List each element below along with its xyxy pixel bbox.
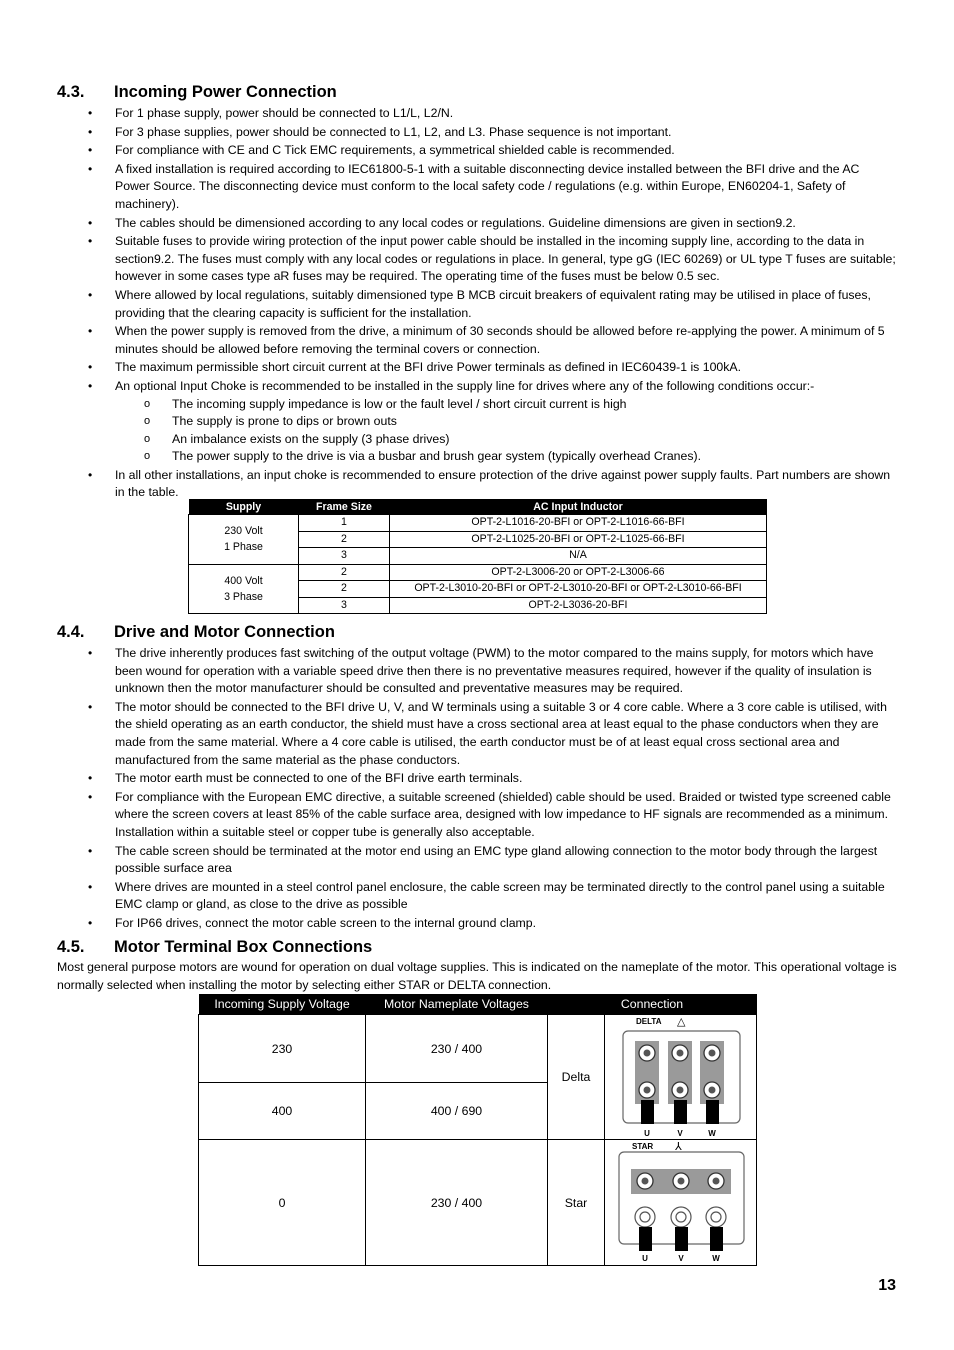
terminal-intro-paragraph: Most general purpose motors are wound for operation on dual voltage supplies. This is indicated on the nameplate of the motor. This operational voltage is normally selected when installing the motor by selecting either STAR or DELTA connection. <box>57 960 897 992</box>
list-item: • In all other installations, an input choke is recommended to ensure protection of the drive against power supply faults. Part numbers are shown in the table. <box>88 467 896 502</box>
list-item: • The cable screen should be terminated at the motor end using an EMC type gland allowing connection to the motor body through the largest possible surface area <box>88 843 896 878</box>
inductor-cell: OPT-2-L3010-20-BFI or OPT-2-L3010-20-BFI or OPT-2-L3010-66-BFI <box>390 581 767 598</box>
supply-phase: 1 Phase <box>224 541 263 554</box>
nameplate-voltage-cell: 400 / 690 <box>366 1083 548 1140</box>
cable-v <box>675 1227 688 1251</box>
column-header-connection: Connection <box>548 994 757 1015</box>
delta-connection-diagram <box>605 1015 755 1139</box>
cable-u <box>641 1100 654 1124</box>
frame-size-cell: 3 <box>299 548 390 565</box>
list-item: • The drive inherently produces fast switching of the output voltage (PWM) to the motor compared to the mains supply, for motors which have been wound for operation with a variable speed drive then there is no preventative measures required, however if the quality of insulation is unknown then the motor manufacturer should be consulted and preventative measures may be required. <box>88 645 896 698</box>
cable-v <box>674 1100 687 1124</box>
list-item: • A fixed installation is required according to IEC61800-5-1 with a suitable disconnecting device installed between the BFI drive and the AC Power Source. The disconnecting device must conform to the local safety code / regulations (e.g. within Europe, EN60204-1, Safety of machinery). <box>88 161 896 214</box>
section-heading-4-3 <box>57 82 337 102</box>
column-header-frame-size: Frame Size <box>299 499 390 515</box>
sub-list-item: o The incoming supply impedance is low or the fault level / short circuit current is high <box>115 396 896 414</box>
section-heading-4-4 <box>57 622 335 642</box>
list-item: • For IP66 drives, connect the motor cable screen to the internal ground clamp. <box>88 915 896 933</box>
frame-size-cell: 2 <box>299 581 390 598</box>
terminal-label-u: U <box>642 1254 648 1263</box>
list-item: • For 3 phase supplies, power should be connected to L1, L2, and L3. Phase sequence is not important. <box>88 124 896 142</box>
nameplate-voltage-cell: 230 / 400 <box>366 1140 548 1266</box>
supply-voltage-cell: 230 <box>199 1015 366 1083</box>
list-item: • The cables should be dimensioned according to any local codes or regulations. Guideline dimensions are given in section9.2. <box>88 215 896 233</box>
section-number: 4.4. <box>57 623 85 641</box>
section-number: 4.5. <box>57 938 85 956</box>
section-heading-4-5 <box>57 937 372 957</box>
star-symbol: ⅄ <box>675 1140 682 1153</box>
section-title: Drive and Motor Connection <box>114 623 335 641</box>
sub-list-item: o An imbalance exists on the supply (3 phase drives) <box>115 431 896 449</box>
terminal-label-u: U <box>644 1129 650 1138</box>
inductor-cell: OPT-2-L3036-20-BFI <box>390 597 767 614</box>
supply-voltage-cell: 400 <box>199 1083 366 1140</box>
connection-type-cell: Star <box>548 1140 605 1266</box>
table-row <box>199 1140 757 1266</box>
choke-intro: An optional Input Choke is recommended to be installed in the supply line for drives where any of the following conditions occur:- <box>115 378 815 393</box>
list-item: • Where drives are mounted in a steel control panel enclosure, the cable screen may be terminated directly to the control panel using a suitable EMC clamp or gland, as close to the drive as possible <box>88 879 896 914</box>
table-row <box>189 515 767 532</box>
terminal-label-w: W <box>712 1254 720 1263</box>
column-header-nameplate-voltages: Motor Nameplate Voltages <box>366 994 548 1015</box>
list-item: • For compliance with the European EMC directive, a suitable screened (shielded) cable should be used. Braided or twisted type screened cable where the screen covers at least 85% of the cable surface area, designed with low impedance to HF signals are recommended as a minimum. Installation within a suitable steel or copper tube is generally also acceptable. <box>88 789 896 842</box>
column-header-supply: Supply <box>189 499 299 515</box>
list-item: • The motor earth must be connected to one of the BFI drive earth terminals. <box>88 770 896 788</box>
list-item: • The maximum permissible short circuit current at the BFI drive Power terminals as defined in IEC60439-1 is 100kA. <box>88 359 896 377</box>
supply-phase: 3 Phase <box>224 590 263 603</box>
lower-terminal-studs <box>635 1207 726 1227</box>
list-item: • When the power supply is removed from the drive, a minimum of 30 seconds should be allowed before re-applying the power. A minimum of 5 minutes should be allowed before removing the terminal covers or connection. <box>88 323 896 358</box>
list-item: • Suitable fuses to provide wiring protection of the input power cable should be installed in the incoming supply line, according to the data in section9.2. The fuses must comply with any local codes or regulations in place. In general, type gG (IEC 60269) or UL type T fuses are suitable; however in some cases type aR fuses may be required. The operating time of the fuses must be below 0.5 sec. <box>88 233 896 286</box>
list-item-choke <box>88 378 896 466</box>
connection-type-cell: Delta <box>548 1015 605 1140</box>
supply-cell <box>189 515 299 565</box>
frame-size-cell: 3 <box>299 597 390 614</box>
list-item: • For compliance with CE and C Tick EMC requirements, a symmetrical shielded cable is recommended. <box>88 142 896 160</box>
list-item: • Where allowed by local regulations, suitably dimensioned type B MCB circuit breakers of equivalent rating may be utilised in place of fuses, providing that the clearing capacity is sufficient for the installation. <box>88 287 896 322</box>
inductor-cell: N/A <box>390 548 767 565</box>
nameplate-voltage-cell: 230 / 400 <box>366 1015 548 1083</box>
star-diagram-cell <box>605 1140 757 1266</box>
column-header-supply-voltage: Incoming Supply Voltage <box>199 994 366 1015</box>
frame-size-cell: 2 <box>299 531 390 548</box>
frame-size-cell: 1 <box>299 515 390 532</box>
power-bullet-list <box>88 105 896 503</box>
star-connection-diagram <box>605 1140 755 1264</box>
supply-cell <box>189 564 299 614</box>
delta-diagram-cell <box>605 1015 757 1140</box>
table-row <box>199 1015 757 1083</box>
terminal-label-w: W <box>708 1129 716 1138</box>
supply-voltage: 400 Volt <box>224 574 263 587</box>
section-title: Motor Terminal Box Connections <box>114 938 373 956</box>
choke-condition-list <box>115 396 896 466</box>
input-inductor-table <box>188 499 767 614</box>
section-title: Incoming Power Connection <box>114 83 337 101</box>
delta-label: DELTA <box>636 1017 662 1026</box>
terminal-label-v: V <box>678 1254 684 1263</box>
list-item: • The motor should be connected to the BFI drive U, V, and W terminals using a suitable 3 or 4 core cable. Where a 3 core cable is utilised, with the shield operating as an earth conductor, the shield must have a cross sectional area at least equal to the phase conductors when they are made from the same material. Where a 4 core cable is utilised, the earth conductor must be of at least equal cross sectional area and manufactured from the same material as the phase conductors. <box>88 699 896 769</box>
column-header-inductor: AC Input Inductor <box>390 499 767 515</box>
inductor-cell: OPT-2-L1025-20-BFI or OPT-2-L1025-66-BFI <box>390 531 767 548</box>
page-number: 13 <box>878 1277 896 1294</box>
supply-voltage-cell: 0 <box>199 1140 366 1266</box>
inductor-cell: OPT-2-L3006-20 or OPT-2-L3006-66 <box>390 564 767 581</box>
section-number: 4.3. <box>57 83 85 101</box>
supply-voltage: 230 Volt <box>224 525 263 538</box>
table-header-row <box>189 499 767 515</box>
sub-list-item: o The supply is prone to dips or brown outs <box>115 413 896 431</box>
cable-w <box>706 1100 719 1124</box>
list-item: • For 1 phase supply, power should be connected to L1/L, L2/N. <box>88 105 896 123</box>
sub-list-item: o The power supply to the drive is via a busbar and brush gear system (typically overhead Cranes). <box>115 448 896 466</box>
cable-w <box>710 1227 723 1251</box>
motor-bullet-list <box>88 645 896 934</box>
star-label: STAR <box>632 1142 654 1151</box>
frame-size-cell: 2 <box>299 564 390 581</box>
terminal-label-v: V <box>677 1129 683 1138</box>
table-row <box>189 564 767 581</box>
delta-symbol: △ <box>677 1015 686 1028</box>
table-header-row <box>199 994 757 1015</box>
cable-u <box>639 1227 652 1251</box>
motor-connection-table <box>198 994 757 1266</box>
inductor-cell: OPT-2-L1016-20-BFI or OPT-2-L1016-66-BFI <box>390 515 767 532</box>
